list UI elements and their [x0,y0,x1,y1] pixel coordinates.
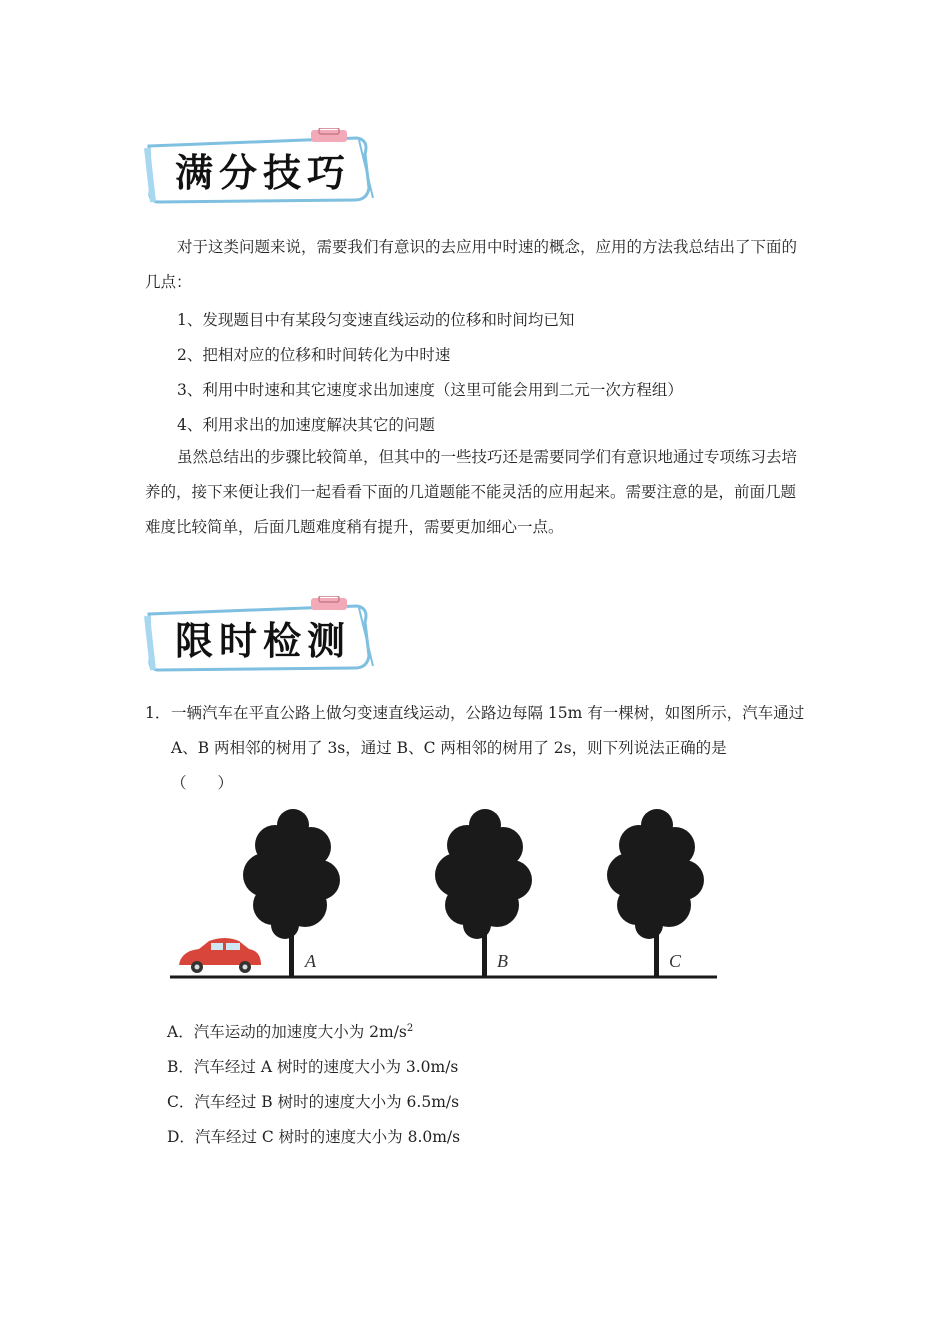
option-label: D． [167,1128,195,1146]
tip-step-3: 3、利用中时速和其它速度求出加速度（这里可能会用到二元一次方程组） [177,381,683,399]
option-text: 汽车经过 A 树时的速度大小为 3.0m/s [193,1058,459,1076]
option-text: 汽车经过 C 树时的速度大小为 8.0m/s [194,1128,461,1146]
tree-b [435,809,532,977]
question-number: 1． [145,704,171,722]
section-banner-test [143,596,375,674]
option-text: 汽车经过 B 树时的速度大小为 6.5m/s [194,1093,460,1111]
section-title: 满分技巧 [175,151,352,195]
option-c[interactable] [167,1090,459,1112]
paper-clip-icon [311,598,347,610]
tree-a [243,809,340,977]
question-text: 一辆汽车在平直公路上做匀变速直线运动，公路边每隔 15m 有一棵树，如图所示，汽车通过 A、B 两相邻的树用了 3s，通过 B、C 两相邻的树用了 2s，则下列说法正确的是 [171,704,805,757]
tips-conclusion: 虽然总结出的步骤比较简单，但其中的一些技巧还是需要同学们有意识地通过专项练习去培养的，接下来便让我们一起看看下面的几道题能不能灵活的应用起来。需要注意的是，前面几题难度比较简单，后面几题难度稍有提升，需要更加细心一点。 [145,448,798,536]
tip-step-1: 1、发现题目中有某段匀变速直线运动的位移和时间均已知 [177,311,575,329]
car-icon [179,938,261,973]
option-text: 汽车运动的加速度大小为 2m/s [193,1023,407,1041]
tree-c [607,809,704,977]
option-label: A． [167,1023,194,1041]
option-label: C． [167,1093,195,1111]
option-superscript: 2 [406,1022,414,1034]
option-label: B． [167,1058,194,1076]
tree-label-c: C [669,951,682,971]
tips-intro: 对于这类问题来说，需要我们有意识的去应用中时速的概念，应用的方法我总结出了下面的几点： [145,238,798,291]
answer-blank: （ ） [171,774,234,792]
tip-step-2: 2、把相对应的位移和时间转化为中时速 [177,346,451,364]
paper-clip-icon [311,130,347,142]
tree-label-b: B [497,951,508,971]
question-1 [145,696,807,801]
trees-and-car-figure [165,805,725,985]
section-banner-tips [143,128,375,206]
option-a[interactable] [167,1020,413,1042]
option-d[interactable] [167,1125,460,1147]
option-b[interactable] [167,1055,458,1077]
tip-step-4: 4、利用求出的加速度解决其它的问题 [177,416,435,434]
section-title: 限时检测 [175,619,352,663]
tree-label-a: A [305,951,316,971]
